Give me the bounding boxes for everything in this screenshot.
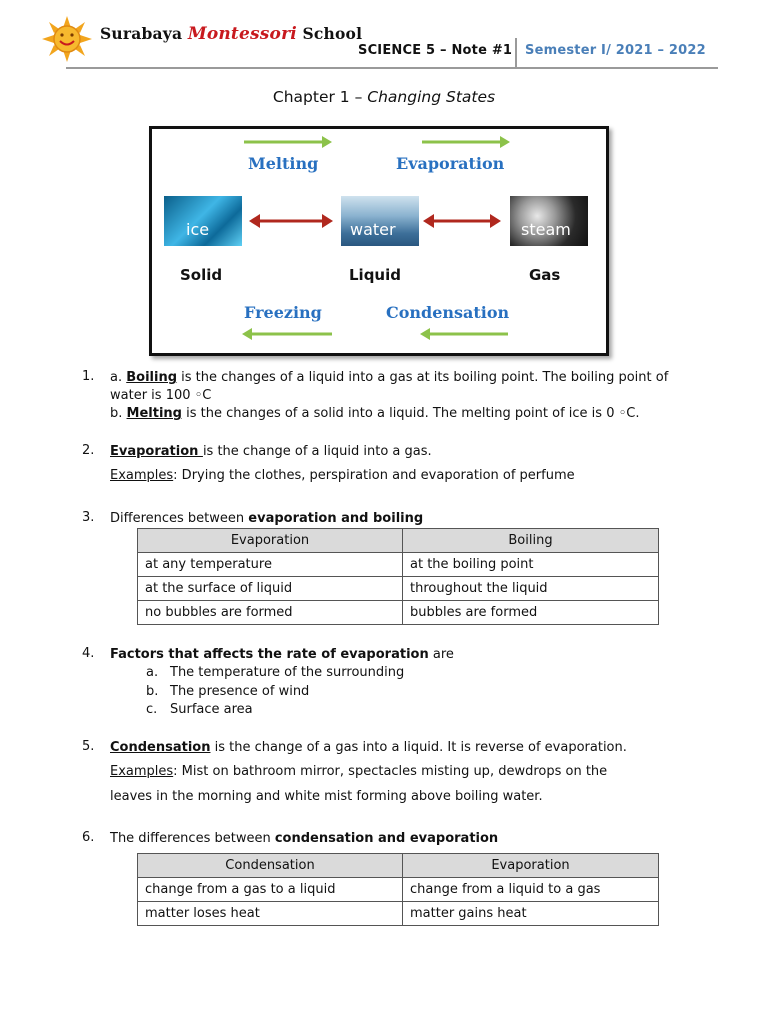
- item-number: 2.: [82, 443, 95, 458]
- arrow-right-green-icon: [422, 136, 510, 148]
- item-number: 6.: [82, 830, 95, 845]
- melting-label: Melting: [248, 154, 319, 173]
- item-factors: Factors that affects the rate of evaporation are: [110, 647, 454, 662]
- condensation-examples: Examples: Mist on bathroom mirror, spectacles misting up, dewdrops on the: [110, 764, 608, 779]
- arrow-right-green-icon: [244, 136, 332, 148]
- table-condensation-evaporation: [137, 853, 659, 926]
- table-cell: throughout the liquid: [403, 577, 659, 601]
- item-boiling: a. Boiling is the changes of a liquid into a gas at its boiling point. The boiling point of water is 100 ◦C: [110, 370, 669, 403]
- table-header: Evaporation: [138, 529, 403, 553]
- freezing-label: Freezing: [244, 303, 322, 322]
- semester-label: Semester I/ 2021 – 2022: [525, 43, 706, 58]
- note-label: SCIENCE 5 – Note #1: [358, 43, 513, 58]
- liquid-label: Liquid: [349, 266, 401, 284]
- table-cell: no bubbles are formed: [138, 601, 403, 625]
- page-title: Chapter 1 – Changing States: [272, 88, 496, 106]
- item-condensation: Condensation is the change of a gas into a liquid. It is reverse of evaporation.: [110, 740, 627, 755]
- changing-states-diagram: [149, 126, 609, 356]
- solid-label: Solid: [180, 266, 223, 284]
- school-name: Surabaya Montessori School: [100, 24, 363, 44]
- table-cell: change from a gas to a liquid: [138, 878, 403, 902]
- evaporation-examples: Examples: Drying the clothes, perspiration and evaporation of perfume: [110, 468, 575, 483]
- table-row: [138, 601, 659, 625]
- item-number: 3.: [82, 510, 95, 525]
- water-photo: water: [341, 196, 419, 246]
- item-number: 1.: [82, 369, 95, 384]
- table-cell: at any temperature: [138, 553, 403, 577]
- header-divider: [515, 38, 517, 68]
- double-arrow-red-icon: [423, 214, 501, 228]
- table-header: Condensation: [138, 854, 403, 878]
- arrow-left-green-icon: [420, 328, 508, 340]
- ice-photo: ice: [164, 196, 242, 246]
- condensation-label: Condensation: [386, 303, 510, 322]
- table-header: Evaporation: [403, 854, 659, 878]
- table-row: [138, 902, 659, 926]
- list-item: c. Surface area: [146, 702, 253, 717]
- item-number: 5.: [82, 739, 95, 754]
- item-differences-cond-evap: The differences between condensation and evaporation: [110, 831, 499, 846]
- steam-photo: steam: [510, 196, 588, 246]
- table-cell: at the boiling point: [403, 553, 659, 577]
- double-arrow-red-icon: [249, 214, 333, 228]
- list-item: b. The presence of wind: [146, 684, 310, 699]
- table-row: [138, 553, 659, 577]
- table-cell: matter loses heat: [138, 902, 403, 926]
- table-row: [138, 577, 659, 601]
- table-cell: bubbles are formed: [403, 601, 659, 625]
- table-cell: matter gains heat: [403, 902, 659, 926]
- item-melting: b. Melting is the changes of a solid into a liquid. The melting point of ice is 0 ◦C.: [110, 406, 640, 421]
- table-cell: change from a liquid to a gas: [403, 878, 659, 902]
- item-number: 4.: [82, 646, 95, 661]
- item-evaporation: Evaporation is the change of a liquid into a gas.: [110, 444, 432, 459]
- table-cell: at the surface of liquid: [138, 577, 403, 601]
- evaporation-label: Evaporation: [396, 154, 505, 173]
- header-rule: [66, 67, 718, 69]
- table-evaporation-boiling: [137, 528, 659, 625]
- sun-logo-icon: [40, 14, 94, 64]
- item-differences-evap-boiling: Differences between evaporation and boiling: [110, 511, 424, 526]
- list-item: a. The temperature of the surrounding: [146, 665, 405, 680]
- arrow-left-green-icon: [242, 328, 332, 340]
- condensation-examples-cont: leaves in the morning and white mist forming above boiling water.: [110, 789, 543, 804]
- table-header: Boiling: [403, 529, 659, 553]
- gas-label: Gas: [529, 266, 561, 284]
- table-row: [138, 878, 659, 902]
